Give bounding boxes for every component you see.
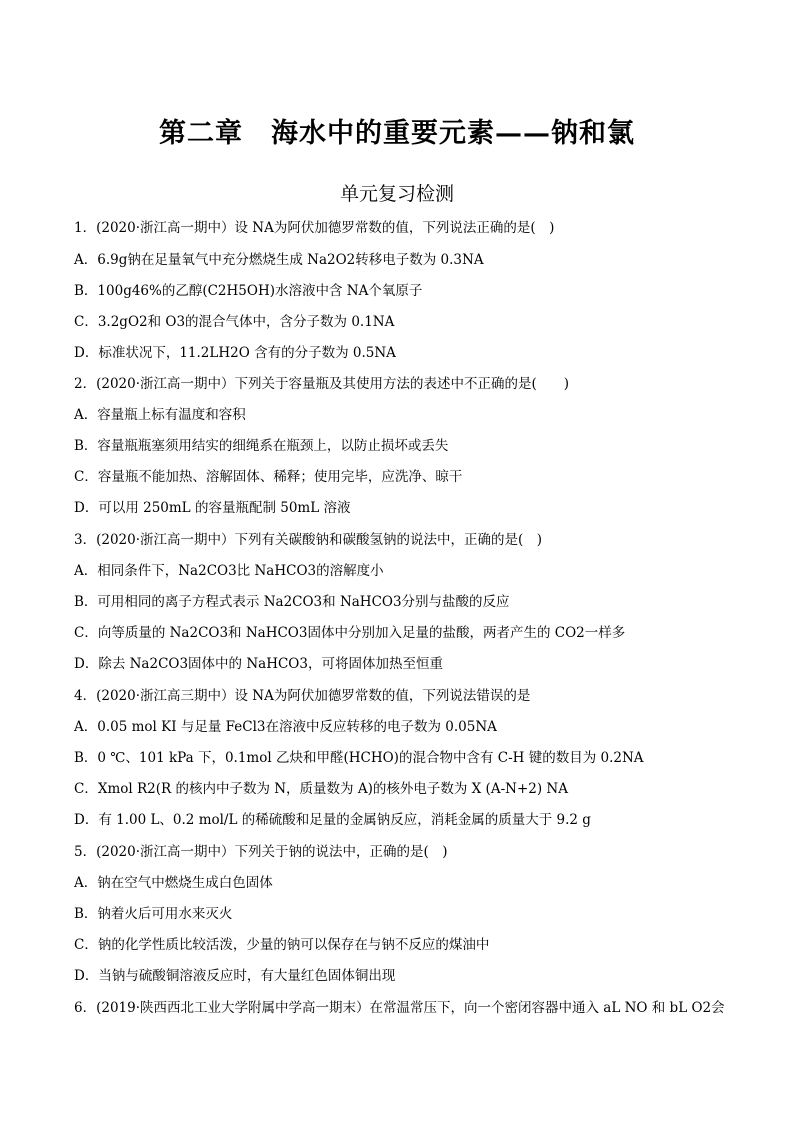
question-3-option-d: D．除去 Na2CO3固体中的 NaHCO3，可将固体加热至恒重: [74, 656, 443, 672]
question-3-option-c: C．向等质量的 Na2CO3和 NaHCO3固体中分别加入足量的盐酸，两者产生的 CO2一样多: [74, 625, 626, 641]
question-2-option-b: B．容量瓶瓶塞须用结实的细绳系在瓶颈上，以防止损坏或丢失: [74, 438, 449, 454]
chapter-title: 第二章 海水中的重要元素——钠和氯: [159, 118, 635, 149]
question-1-option-c: C．3.2gO2和 O3的混合气体中，含分子数为 0.1NA: [74, 314, 395, 330]
question-1-option-d: D．标准状况下，11.2LH2O 含有的分子数为 0.5NA: [74, 345, 396, 361]
question-1-stem: 1．(2020·浙江高一期中）设 NA为阿伏加德罗常数的值，下列说法正确的是( ): [74, 220, 555, 236]
question-1-option-b: B．100g46%的乙醇(C2H5OH)水溶液中含 NA个氧原子: [74, 283, 423, 299]
question-5-option-d: D．当钠与硫酸铜溶液反应时，有大量红色固体铜出现: [74, 968, 396, 984]
question-5-stem: 5．(2020·浙江高一期中）下列关于钠的说法中，正确的是( ): [74, 844, 448, 860]
question-2-option-c: C．容量瓶不能加热、溶解固体、稀释；使用完毕，应洗净、晾干: [74, 469, 463, 485]
question-4-option-a: A．0.05 mol KI 与足量 FeCl3在溶液中反应转移的电子数为 0.05NA: [74, 719, 497, 735]
question-5-option-b: B．钠着火后可用水来灭火: [74, 906, 233, 922]
question-5-option-a: A．钠在空气中燃烧生成白色固体: [74, 875, 273, 891]
question-3-option-b: B．可用相同的离子方程式表示 Na2CO3和 NaHCO3分别与盐酸的反应: [74, 594, 510, 610]
question-3-option-a: A．相同条件下，Na2CO3比 NaHCO3的溶解度小: [74, 563, 384, 579]
question-2-option-a: A．容量瓶上标有温度和容积: [74, 407, 246, 423]
question-5-option-c: C．钠的化学性质比较活泼，少量的钠可以保存在与钠不反应的煤油中: [74, 937, 490, 953]
question-6-stem: 6．(2019·陕西西北工业大学附属中学高一期末）在常温常压下，向一个密闭容器中通入 aL NO 和 bL O2会: [74, 1000, 725, 1016]
question-2-stem: 2．(2020·浙江高一期中）下列关于容量瓶及其使用方法的表述中不正确的是( ): [74, 376, 570, 392]
section-subtitle: 单元复习检测: [339, 183, 454, 205]
question-2-option-d: D．可以用 250mL 的容量瓶配制 50mL 溶液: [74, 500, 351, 516]
question-4-option-d: D．有 1.00 L、0.2 mol/L 的稀硫酸和足量的金属钠反应，消耗金属的质量大于 9.2 g: [74, 812, 591, 828]
question-4-option-b: B．0 ℃、101 kPa 下，0.1mol 乙炔和甲醛(HCHO)的混合物中含有 C-H 键的数目为 0.2NA: [74, 750, 644, 766]
question-1-option-a: A．6.9g钠在足量氧气中充分燃烧生成 Na2O2转移电子数为 0.3NA: [74, 252, 484, 268]
question-4-option-c: C．Xmol R2(R 的核内中子数为 N，质量数为 A)的核外电子数为 X (A-N+2) NA: [74, 781, 568, 797]
question-4-stem: 4．(2020·浙江高三期中）设 NA为阿伏加德罗常数的值，下列说法错误的是: [74, 688, 531, 704]
question-3-stem: 3．(2020·浙江高一期中）下列有关碳酸钠和碳酸氢钠的说法中，正确的是( ): [74, 532, 543, 548]
